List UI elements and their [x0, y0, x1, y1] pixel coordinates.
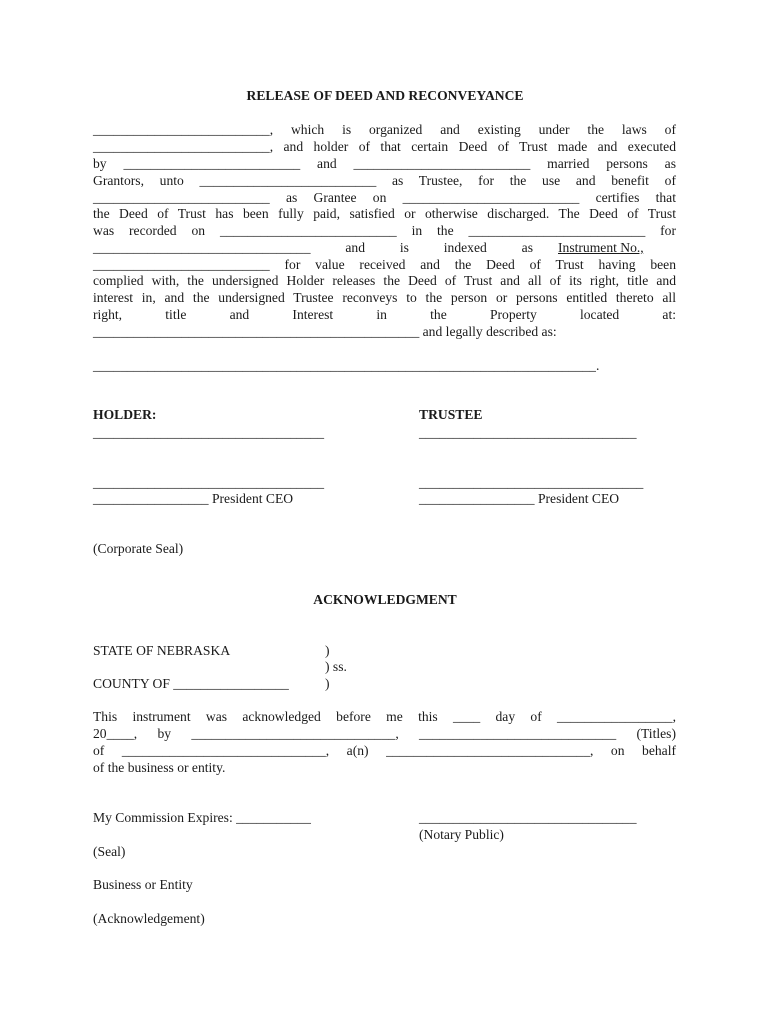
body-line-7: was recorded on __________________________ in the __________________________ for — [93, 223, 676, 238]
body-line-10: complied with, the undersigned Holder releases the Deed of Trust and all of its right, title and — [93, 273, 676, 288]
venue-paren-1: ) — [325, 643, 330, 658]
notary-signature-line: ________________________________ — [419, 810, 637, 825]
state-label: STATE OF NEBRASKA — [93, 643, 231, 658]
trustee-title-line: _________________ President CEO — [419, 491, 620, 506]
ack-line-1: This instrument was acknowledged before me this ____ day of _________________, — [93, 709, 676, 724]
acknowledgment-title: ACKNOWLEDGMENT — [313, 592, 457, 607]
seal-label: (Seal) — [93, 844, 126, 859]
holder-label: HOLDER: — [93, 407, 157, 422]
body-line-13: ________________________________________________ and legally described as: — [93, 324, 557, 339]
trustee-signature-line: ________________________________ — [419, 425, 637, 440]
venue-ss: ) ss. — [325, 659, 347, 674]
body-line-11: interest in, and the undersigned Trustee reconveys to the person or persons entitled thereto all — [93, 290, 676, 305]
body-line-3: by __________________________ and __________________________ married persons as — [93, 156, 676, 171]
county-label: COUNTY OF _________________ — [93, 676, 289, 691]
business-entity-label: Business or Entity — [93, 877, 193, 892]
trustee-name-line: _________________________________ — [419, 475, 644, 490]
document-title: RELEASE OF DEED AND RECONVEYANCE — [246, 88, 524, 103]
trustee-label: TRUSTEE — [419, 407, 483, 422]
ack-line-4: of the business or entity. — [93, 760, 226, 775]
holder-title-line: _________________ President CEO — [93, 491, 294, 506]
instrument-number-label: Instrument No., — [558, 240, 644, 255]
corporate-seal-label: (Corporate Seal) — [93, 541, 184, 556]
body-line-1: __________________________, which is organized and existing under the laws of — [93, 122, 676, 137]
commission-expires: My Commission Expires: ___________ — [93, 810, 311, 825]
legal-description-line: __________________________________________________________________________. — [93, 358, 600, 373]
holder-signature-line: __________________________________ — [93, 425, 325, 440]
acknowledgement-label: (Acknowledgement) — [93, 911, 205, 926]
venue-paren-3: ) — [325, 676, 330, 691]
body-line-9: __________________________ for value received and the Deed of Trust having been — [93, 257, 676, 272]
holder-name-line: __________________________________ — [93, 475, 325, 490]
body-line-4: Grantors, unto __________________________ as Trustee, for the use and benefit of — [93, 173, 676, 188]
ack-line-2: 20____, by ______________________________, _____________________________ (Titles) — [93, 726, 676, 741]
body-line-12: right, title and Interest in the Property located at: — [93, 307, 676, 322]
notary-public-label: (Notary Public) — [419, 827, 504, 842]
body-line-8: ________________________________ and is indexed as — [93, 240, 533, 255]
ack-line-3: of ______________________________, a(n) ______________________________, on behalf — [93, 743, 676, 758]
body-line-6: the Deed of Trust has been fully paid, satisfied or otherwise discharged. The Deed of Trust — [93, 206, 676, 221]
body-line-2: __________________________, and holder of that certain Deed of Trust made and executed — [93, 139, 676, 154]
body-line-5: __________________________ as Grantee on __________________________ certifies that — [93, 190, 676, 205]
